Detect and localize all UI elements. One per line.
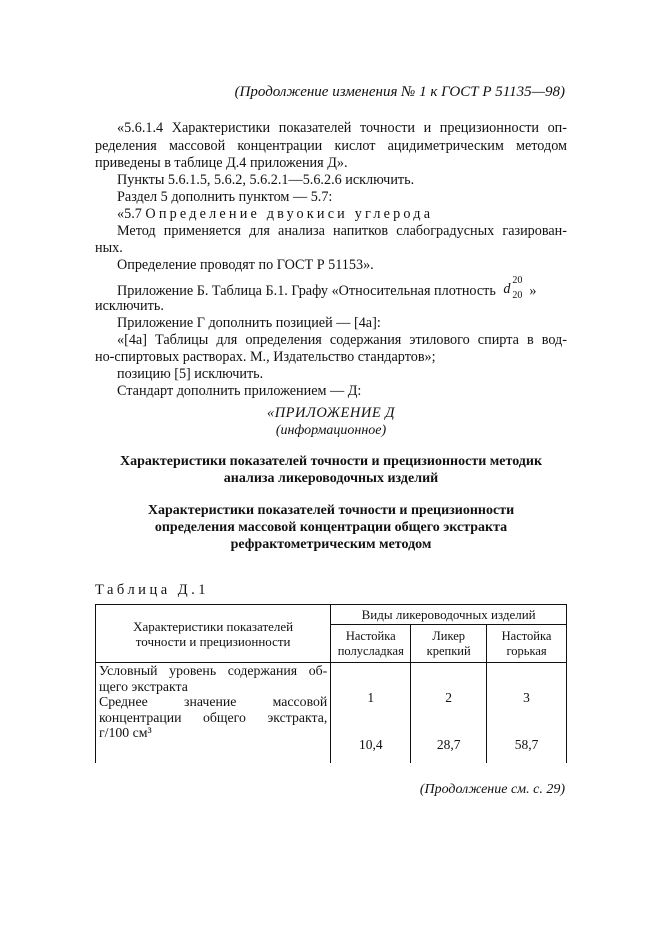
product-header-2: Ликер крепкий [411,625,487,663]
relative-density-symbol [503,275,529,301]
accuracy-table [95,604,567,763]
clause-number: «5.7 [117,206,142,222]
product-header-1: Настойка полусладкая [331,625,411,663]
appendix-heading-2-line1: Характеристики показателей точности и прецизионности [147,503,515,518]
paragraph-5-6-1-4-line3: приведены в таблице Д.4 приложения Д». [95,155,348,171]
clause-title: Определение двуокиси углерода [145,206,434,222]
paragraph-exclude-points: Пункты 5.6.1.5, 5.6.2, 5.6.2.1—5.6.2.6 исключить. [117,172,415,188]
value-cell-3: 3 58,7 [487,663,567,763]
paragraph-section5-add: Раздел 5 дополнить пунктом — 5.7: [117,189,333,205]
closing-quote: » [529,283,537,299]
continuation-header: (Продолжение изменения № 1 к ГОСТ Р 51135—98) [234,84,565,100]
paragraph-5-6-1-4-line1: «5.6.1.4 Характеристики показателей точности и прецизионности оп- [117,120,567,136]
value-cell-1: 1 10,4 [331,663,411,763]
appendix-b-text: Приложение Б. Таблица Б.1. Графу «Относительная плотность [117,283,496,299]
table-header-row-1 [96,605,567,625]
paragraph-5-6-1-4-line2: ределения массовой концентрации кислот ацидиметрическим методом [95,138,567,154]
paragraph-appendix-g: Приложение Г дополнить позицией — [4а]: [117,315,381,331]
density-superscript: 20 [512,275,523,286]
paragraph-add-appendix-d: Стандарт дополнить приложением — Д: [117,383,362,399]
paragraph-4a-line1: «[4а] Таблицы для определения содержания этилового спирта в вод- [117,332,567,348]
table-row [96,663,567,763]
paragraph-gost-ref: Определение проводят по ГОСТ Р 51153». [117,257,374,273]
continuation-footer: (Продолжение см. с. 29) [419,782,565,797]
value-cell-2: 2 28,7 [411,663,487,763]
paragraph-exclude: исключить. [95,298,164,314]
paragraph-method-line2: ных. [95,240,123,256]
appendix-heading-2-line2: определения массовой концентрации общего экстракта [154,520,508,535]
density-subscript: 20 [512,290,523,301]
characteristics-column-header: Характеристики показателей точности и прецизионности [96,605,331,663]
product-header-3: Настойка горькая [487,625,567,663]
appendix-heading-2-line3: рефрактометрическим методом [230,537,432,552]
product-types-header: Виды ликероводочных изделий [331,605,567,625]
density-letter: d [503,281,511,297]
paragraph-exclude-5: позицию [5] исключить. [117,366,264,382]
paragraph-5-7-title [117,206,567,223]
table-caption: Таблица Д.1 [95,582,210,598]
appendix-heading-1-line2: анализа ликероводочных изделий [223,471,439,486]
appendix-heading-1-line1: Характеристики показателей точности и прецизионности методик [119,454,543,469]
appendix-subtitle: (информационное) [275,423,387,438]
paragraph-4a-line2: но-спиртовых растворах. М., Издательство стандартов»; [95,349,436,365]
row-labels: Условный уровень содержания об- щего экстракта Среднее значение массовой концентрации общего экстракта, г/100 см³ [96,663,331,763]
paragraph-method-line1: Метод применяется для анализа напитков слабоградусных газирован- [117,223,567,239]
appendix-title: «ПРИЛОЖЕНИЕ Д [266,405,396,421]
